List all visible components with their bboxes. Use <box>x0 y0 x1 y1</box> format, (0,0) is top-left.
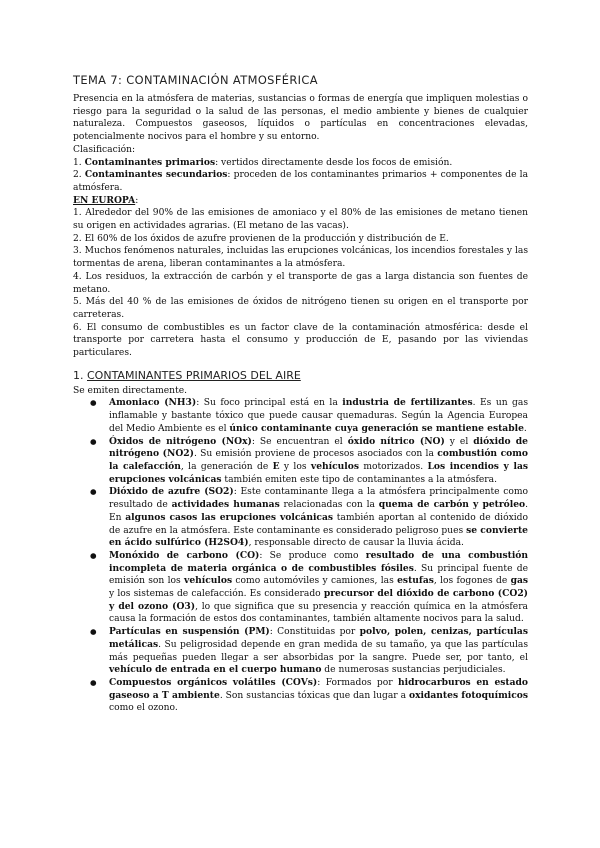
text-run: de numerosas sustancias perjudiciales. <box>321 665 506 676</box>
bold-term: E <box>272 460 280 472</box>
text-run: : Se encuentran el <box>251 436 348 447</box>
bold-term: combustión como la calefacción <box>109 448 528 472</box>
pollutant-list <box>73 397 528 715</box>
europa-item-6: 6. El consumo de combustibles es un factor clave de la contaminación atmosférica: desde el transporte por carretera hasta el consumo y producción de E, pasando por las viviendas particulares. <box>73 322 528 359</box>
text-run: : Este contaminante llega a la atmósfera principalmente como resultado de <box>109 487 528 511</box>
text-run: . Su principal fuente de emisión son los <box>109 563 528 587</box>
text-run: : Constituidas por <box>269 627 360 638</box>
text-run: y los <box>279 461 311 472</box>
text-run: : Su foco principal está en la <box>196 398 343 409</box>
bold-term: precursor del dióxido de carbono (CO2) y del ozono (O3) <box>109 588 528 612</box>
text-run: y el <box>444 436 474 447</box>
europa-heading-colon: : <box>135 195 139 206</box>
europa-item-2: 2. El 60% de los óxidos de azufre provienen de la producción y distribución de E. <box>73 233 449 244</box>
bold-term: vehículos <box>184 575 233 587</box>
bold-term: Amoniaco (NH3) <box>109 397 197 409</box>
bold-term: Óxidos de nitrógeno (NOx) <box>109 435 252 447</box>
bold-term: oxidantes fotoquímicos <box>409 689 529 701</box>
bold-term: algunos casos las erupciones volcánicas <box>125 511 334 523</box>
pollutant-item-ammonia <box>109 397 528 435</box>
europa-item-4: 4. Los residuos, la extracción de carbón y el transporte de gas a larga distancia son fuentes de metano. <box>73 271 528 295</box>
bold-term: óxido nítrico (NO) <box>347 435 445 447</box>
bold-term: quema de carbón y petróleo <box>378 499 526 511</box>
item-number: 2. <box>73 170 85 181</box>
text-run: también aportan al contenido de dióxido de azufre en la atmósfera. Este contaminante es considerado peligroso pues <box>109 512 528 536</box>
bold-term: se convierte en ácido sulfúrico (H2SO4) <box>109 524 528 549</box>
section-title: CONTAMINANTES PRIMARIOS DEL AIRE <box>87 368 301 382</box>
text-run: como el ozono. <box>109 703 178 714</box>
bold-term: Dióxido de azufre (SO2) <box>109 486 234 498</box>
text-run: también emiten este tipo de contaminantes a la atmósfera. <box>221 474 497 485</box>
bold-term: vehículos <box>310 460 359 472</box>
bold-term: polvo, polen, cenizas, partículas metálicas <box>109 626 528 650</box>
bold-term: resultado de una combustión incompleta de materia orgánica o de combustibles fósiles <box>109 549 529 574</box>
pollutant-item-carbon-monoxide <box>109 550 528 626</box>
item-text: : proceden de los contaminantes primarios + componentes de la atmósfera. <box>73 170 529 193</box>
bold-term: vehículo de entrada en el cuerpo humano <box>109 664 322 676</box>
page-title: TEMA 7: CONTAMINACIÓN ATMOSFÉRICA <box>73 73 318 87</box>
europa-item-3: 3. Muchos fenómenos naturales, incluidas las erupciones volcánicas, los incendios forestales y las tormentas de arena, liberan contaminantes a la atmósfera. <box>73 246 528 270</box>
bold-term: Compuestos orgánicos volátiles (COVs) <box>109 676 318 688</box>
intro-paragraph: Presencia en la atmósfera de materias, sustancias o formas de energía que impliquen molestias o riesgo para la seguridad o la salud de las personas, el medio ambiente y bienes de cualquier naturaleza. Compuestos gaseosos, líquidos o partículas en concentraciones elevadas, potencialmente nocivos para el hombre y su entorno. <box>73 94 528 143</box>
text-run: motorizados. <box>358 461 428 472</box>
text-run: . Su emisión proviene de procesos asociados con la <box>193 449 438 460</box>
section-heading <box>73 369 528 383</box>
text-run: , la generación de <box>180 461 273 472</box>
text-run: , lo que significa que su presencia y reacción química en la atmósfera causa la formación de estos dos contaminantes, también altamente nocivos para la salud. <box>109 601 528 625</box>
text-run: , responsable directo de causar la lluvia ácida. <box>248 538 464 549</box>
section-subtitle: Se emiten directamente. <box>73 385 188 396</box>
bold-term: hidrocarburos en estado gaseoso a T ambiente <box>109 676 528 701</box>
classification-label: Clasificación: <box>73 144 136 155</box>
bold-term: Los incendios y las erupciones volcánicas <box>109 460 529 485</box>
text-run: , los fogones de <box>433 576 511 587</box>
bold-term: estufas <box>397 575 434 587</box>
item-text: : vertidos directamente desde los focos de emisión. <box>215 157 453 168</box>
text-run: . En <box>109 500 528 523</box>
section-number: 1. <box>73 368 87 382</box>
text-run: relacionadas con la <box>279 500 379 511</box>
text-run: y los sistemas de calefacción. Es considerado <box>109 589 324 600</box>
item-number: 1. <box>73 157 85 168</box>
text-run: . Su peligrosidad depende en gran medida de su tamaño, ya que las partículas más pequeñas pueden llegar a ser absorbidas por la sangre. Puede ser, por tanto, el <box>109 639 528 663</box>
item-term: Contaminantes secundarios <box>84 169 228 181</box>
pollutant-item-vocs <box>109 677 528 715</box>
text-run: como automóviles y camiones, las <box>232 576 398 587</box>
document-page <box>73 72 528 715</box>
text-run: . Es un gas inflamable y bastante tóxico que puede causar quemaduras. Según la Agencia Europea del Medio Ambiente es el <box>109 398 529 434</box>
pollutant-item-nitrogen-oxides <box>109 436 528 487</box>
item-term: Contaminantes primarios <box>84 156 216 168</box>
bold-term: Partículas en suspensión (PM) <box>109 626 270 638</box>
classification-item-secondary <box>73 169 528 194</box>
pollutant-item-sulfur-dioxide <box>109 486 528 550</box>
bold-term: dióxido de nitrógeno (NO2) <box>109 435 528 460</box>
text-run: : Formados por <box>317 677 398 688</box>
bold-term: Monóxido de carbono (CO) <box>109 549 260 561</box>
europa-heading-label: EN EUROPA <box>73 194 136 206</box>
text-run: : Se produce como <box>259 550 366 561</box>
europa-heading <box>73 195 528 208</box>
europa-item-5: 5. Más del 40 % de las emisiones de óxidos de nitrógeno tienen su origen en el transporte por carreteras. <box>73 297 528 320</box>
bold-term: gas <box>510 575 528 587</box>
bold-term: industria de fertilizantes <box>342 397 473 409</box>
pollutant-item-particulate-matter <box>109 626 528 677</box>
classification-item-primary <box>73 157 528 170</box>
bold-term: actividades humanas <box>171 499 280 511</box>
text-run: . Son sustancias tóxicas que dan lugar a <box>219 690 409 701</box>
text-run: . <box>523 423 527 434</box>
europa-item-1: 1. Alrededor del 90% de las emisiones de amoniaco y el 80% de las emisiones de metano tienen su origen en actividades agrarias. (El metano de las vacas). <box>73 208 528 232</box>
bold-term: único contaminante cuya generación se mantiene estable <box>229 422 524 434</box>
